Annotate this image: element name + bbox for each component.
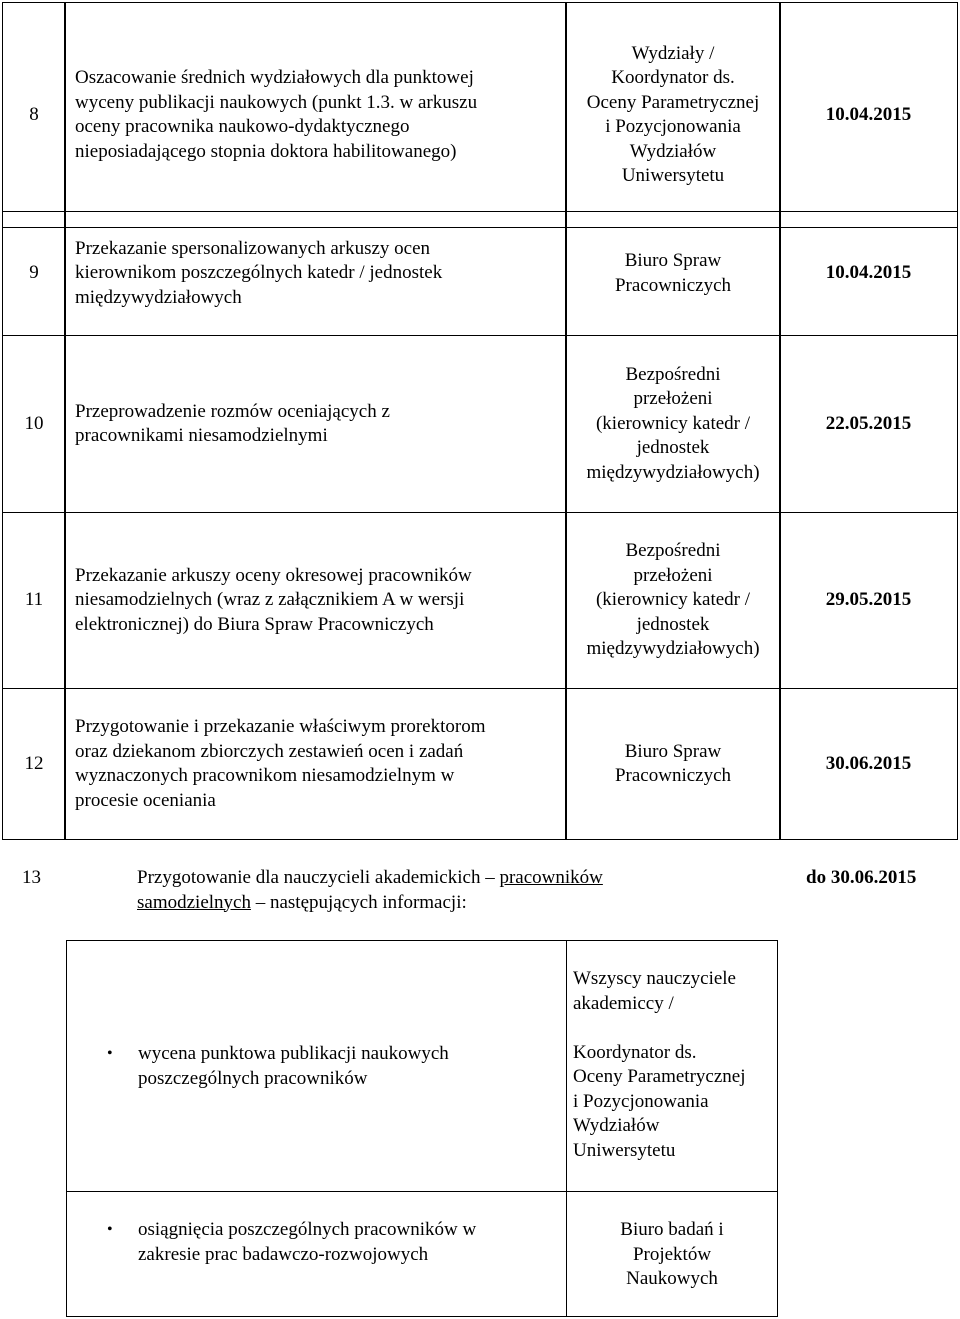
subitem-1-bullet: • — [107, 1045, 113, 1062]
row-12-responsible: Biuro Spraw Pracowniczych — [565, 688, 781, 840]
row-10-date: 22.05.2015 — [779, 335, 958, 513]
row-11-number: 11 — [2, 512, 66, 689]
row-10-number: 10 — [2, 335, 66, 513]
row-11-responsible: Bezpośredni przełożeni (kierownicy katedr / jednostek międzywydziałowych) — [565, 512, 781, 689]
row-13-number: 13 — [22, 867, 41, 888]
row-9-number: 9 — [2, 211, 66, 336]
row-9-date: 10.04.2015 — [779, 211, 958, 336]
row-8-date: 10.04.2015 — [779, 2, 958, 228]
subitem-1-responsible: Wszyscy nauczyciele akademiccy / Koordynator ds. Oceny Parametrycznej i Pozycjonowania Wydziałów Uniwersytetu — [573, 968, 746, 1161]
row-13-date: do 30.06.2015 — [806, 867, 917, 888]
subitem-1-text: wycena punktowa publikacji naukowych poszczególnych pracowników — [138, 1043, 449, 1089]
row-8-number: 8 — [2, 2, 66, 228]
row-10-task: Przeprowadzenie rozmów oceniających z pracownikami niesamodzielnymi — [64, 335, 567, 513]
row-9-responsible: Biuro Spraw Pracowniczych — [565, 211, 781, 336]
row-12-date: 30.06.2015 — [779, 688, 958, 840]
row-12-task: Przygotowanie i przekazanie właściwym prorektorom oraz dziekanom zbiorczych zestawień ocen i zadań wyznaczonych pracownikom niesamodzielnym w procesie oceniania — [64, 688, 567, 840]
row-8-responsible: Wydziały / Koordynator ds. Oceny Parametrycznej i Pozycjonowania Wydziałów Uniwersytetu — [565, 2, 781, 228]
row-11-task: Przekazanie arkuszy oceny okresowej pracowników niesamodzielnych (wraz z załącznikiem A w wersji elektronicznej) do Biura Spraw Pracowniczych — [64, 512, 567, 689]
row-10-responsible: Bezpośredni przełożeni (kierownicy katedr / jednostek międzywydziałowych) — [565, 335, 781, 513]
row-13-task: Przygotowanie dla nauczycieli akademickich – pracowników samodzielnych – następujących informacji: — [137, 867, 603, 913]
row-12-number: 12 — [2, 688, 66, 840]
subitem-2-bullet: • — [107, 1221, 113, 1238]
row-9-task: Przekazanie spersonalizowanych arkuszy ocen kierownikom poszczególnych katedr / jednostek międzywydziałowych — [64, 211, 567, 336]
row-8-task: Oszacowanie średnich wydziałowych dla punktowej wyceny publikacji naukowych (punkt 1.3. w arkuszu oceny pracownika naukowo-dydaktycznego nieposiadającego stopnia doktora habilitowanego) — [64, 2, 567, 228]
subitem-2-text: osiągnięcia poszczególnych pracowników w zakresie prac badawczo-rozwojowych — [138, 1219, 477, 1265]
subitem-2-responsible: Biuro badań i Projektów Naukowych — [620, 1219, 724, 1289]
row-11-date: 29.05.2015 — [779, 512, 958, 689]
